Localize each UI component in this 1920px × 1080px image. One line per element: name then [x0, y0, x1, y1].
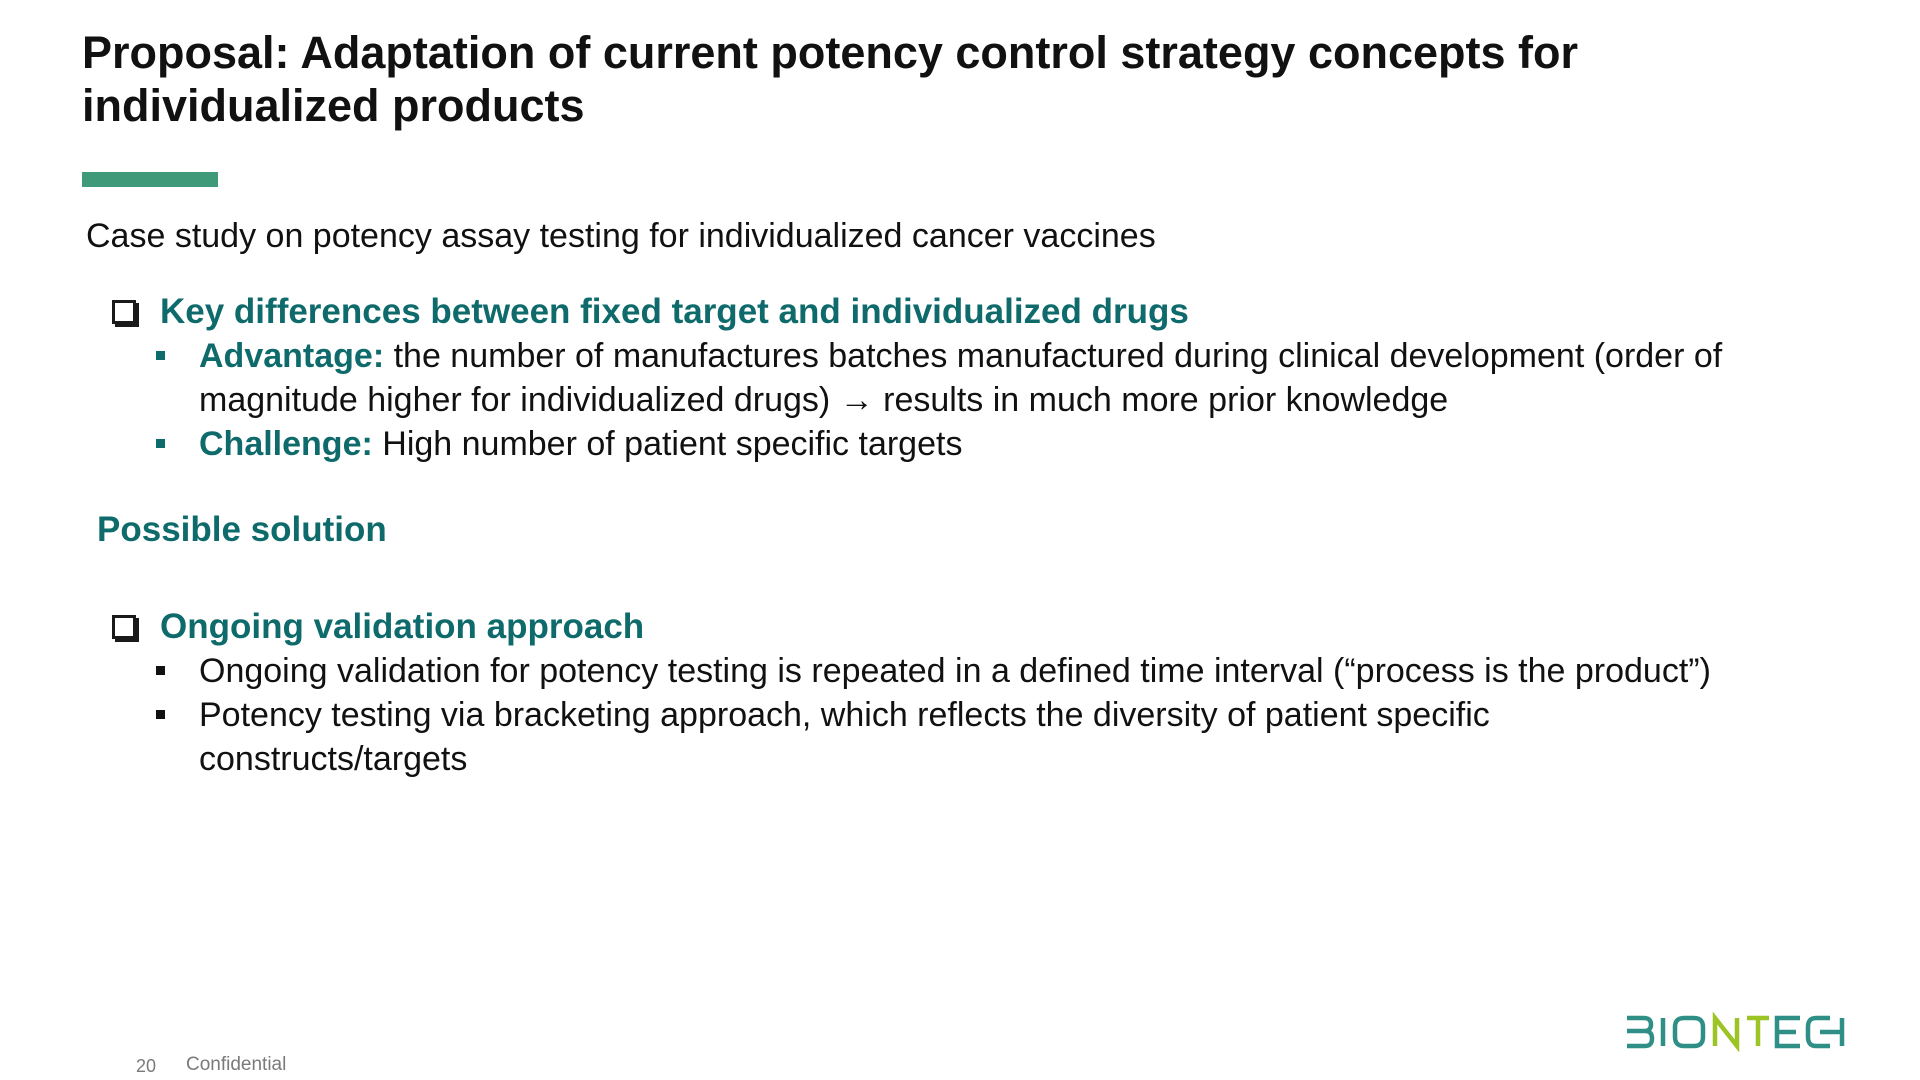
checkbox-bullet-icon	[112, 300, 136, 324]
square-bullet-icon	[156, 710, 165, 719]
ongoing-validation-item-1	[156, 649, 1730, 693]
page-number: 20	[136, 1056, 157, 1076]
possible-solution-heading: Possible solution	[97, 510, 387, 549]
square-bullet-icon	[156, 439, 165, 448]
title-accent-bar	[82, 172, 218, 187]
square-bullet-icon	[156, 666, 165, 675]
slide-subtitle: Case study on potency assay testing for individualized cancer vaccines	[86, 217, 1156, 255]
key-differences-heading-row	[110, 290, 1730, 334]
confidential-label: Confidential	[186, 1054, 287, 1075]
slide-title	[82, 26, 1842, 132]
right-arrow-icon: →	[839, 381, 874, 419]
ongoing-validation-heading-row	[110, 605, 1730, 649]
biontech-logo	[1624, 1012, 1846, 1052]
ongoing-validation-block	[110, 605, 1730, 781]
challenge-description: High number of patient specific targets	[372, 425, 963, 463]
advantage-result: results in much more prior knowledge	[873, 381, 1449, 419]
challenge-label: Challenge:	[199, 425, 373, 463]
challenge-text	[199, 422, 1730, 466]
ongoing-validation-item-text: Ongoing validation for potency testing is repeated in a defined time interval (“process is the product”)	[199, 652, 1711, 690]
key-differences-block	[110, 290, 1730, 466]
slide-title-line-2: individualized products	[82, 80, 585, 131]
challenge-item	[156, 422, 1730, 466]
square-bullet-icon	[156, 351, 165, 360]
advantage-label: Advantage:	[199, 337, 385, 375]
advantage-description: the number of manufactures batches manufactured during clinical development (order of magnitude higher for individualized drugs)	[199, 337, 1723, 419]
key-differences-heading: Key differences between fixed target and individualized drugs	[160, 292, 1189, 331]
advantage-text	[199, 334, 1730, 422]
ongoing-validation-item-text: Potency testing via bracketing approach, which reflects the diversity of patient specific constructs/targets	[199, 696, 1490, 778]
checkbox-bullet-icon	[112, 615, 136, 639]
ongoing-validation-heading: Ongoing validation approach	[160, 607, 645, 646]
advantage-item	[156, 334, 1730, 422]
slide-title-line-1: Proposal: Adaptation of current potency control strategy concepts for	[82, 27, 1579, 78]
ongoing-validation-item-2	[156, 693, 1730, 781]
